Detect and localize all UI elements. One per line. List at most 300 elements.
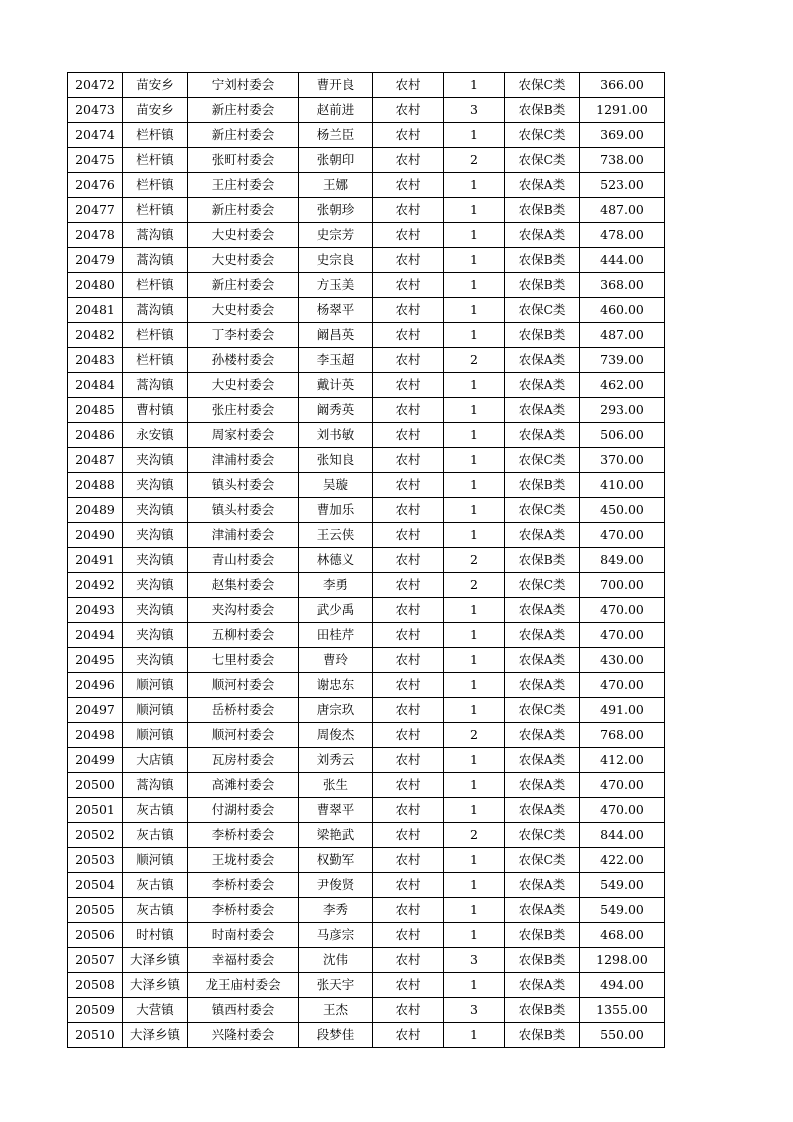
amount-cell: 412.00 [580, 748, 665, 773]
table-row [68, 398, 665, 423]
household-count-cell: 1 [444, 198, 505, 223]
records-table-body [68, 73, 665, 1048]
amount-cell: 487.00 [580, 323, 665, 348]
record-id-cell: 20491 [68, 548, 123, 573]
table-row [68, 798, 665, 823]
name-cell: 尹俊贤 [299, 873, 373, 898]
household-count-cell: 3 [444, 948, 505, 973]
household-count-cell: 1 [444, 798, 505, 823]
insurance-category-cell: 农保A类 [505, 173, 580, 198]
record-id-cell: 20478 [68, 223, 123, 248]
town-cell: 大泽乡镇 [123, 973, 188, 998]
household-count-cell: 2 [444, 548, 505, 573]
area-type-cell: 农村 [373, 73, 444, 98]
household-count-cell: 1 [444, 923, 505, 948]
village-committee-cell: 新庄村委会 [188, 123, 299, 148]
village-committee-cell: 大史村委会 [188, 298, 299, 323]
table-row [68, 698, 665, 723]
area-type-cell: 农村 [373, 973, 444, 998]
area-type-cell: 农村 [373, 548, 444, 573]
table-row [68, 998, 665, 1023]
insurance-category-cell: 农保A类 [505, 623, 580, 648]
town-cell: 栏杆镇 [123, 148, 188, 173]
area-type-cell: 农村 [373, 698, 444, 723]
town-cell: 顺河镇 [123, 723, 188, 748]
village-committee-cell: 幸福村委会 [188, 948, 299, 973]
table-row [68, 548, 665, 573]
name-cell: 王云侠 [299, 523, 373, 548]
area-type-cell: 农村 [373, 123, 444, 148]
amount-cell: 1355.00 [580, 998, 665, 1023]
name-cell: 段梦佳 [299, 1023, 373, 1048]
record-id-cell: 20493 [68, 598, 123, 623]
town-cell: 蒿沟镇 [123, 298, 188, 323]
village-committee-cell: 李桥村委会 [188, 898, 299, 923]
amount-cell: 470.00 [580, 798, 665, 823]
record-id-cell: 20494 [68, 623, 123, 648]
village-committee-cell: 五柳村委会 [188, 623, 299, 648]
record-id-cell: 20484 [68, 373, 123, 398]
area-type-cell: 农村 [373, 298, 444, 323]
village-committee-cell: 新庄村委会 [188, 273, 299, 298]
insurance-category-cell: 农保B类 [505, 198, 580, 223]
area-type-cell: 农村 [373, 523, 444, 548]
record-id-cell: 20485 [68, 398, 123, 423]
area-type-cell: 农村 [373, 948, 444, 973]
table-row [68, 523, 665, 548]
name-cell: 史宗芳 [299, 223, 373, 248]
area-type-cell: 农村 [373, 448, 444, 473]
amount-cell: 470.00 [580, 523, 665, 548]
name-cell: 戴计英 [299, 373, 373, 398]
name-cell: 张天宇 [299, 973, 373, 998]
table-row [68, 873, 665, 898]
area-type-cell: 农村 [373, 723, 444, 748]
town-cell: 夹沟镇 [123, 498, 188, 523]
area-type-cell: 农村 [373, 573, 444, 598]
name-cell: 王娜 [299, 173, 373, 198]
town-cell: 灰古镇 [123, 798, 188, 823]
household-count-cell: 2 [444, 823, 505, 848]
insurance-category-cell: 农保A类 [505, 373, 580, 398]
insurance-category-cell: 农保A类 [505, 798, 580, 823]
village-committee-cell: 张町村委会 [188, 148, 299, 173]
household-count-cell: 1 [444, 248, 505, 273]
village-committee-cell: 津浦村委会 [188, 448, 299, 473]
table-row [68, 923, 665, 948]
area-type-cell: 农村 [373, 773, 444, 798]
town-cell: 夹沟镇 [123, 548, 188, 573]
table-row [68, 123, 665, 148]
record-id-cell: 20477 [68, 198, 123, 223]
town-cell: 栏杆镇 [123, 348, 188, 373]
household-count-cell: 1 [444, 123, 505, 148]
name-cell: 田桂芹 [299, 623, 373, 648]
town-cell: 夹沟镇 [123, 598, 188, 623]
household-count-cell: 2 [444, 148, 505, 173]
table-row [68, 323, 665, 348]
name-cell: 阚昌英 [299, 323, 373, 348]
insurance-category-cell: 农保A类 [505, 648, 580, 673]
insurance-category-cell: 农保A类 [505, 898, 580, 923]
amount-cell: 700.00 [580, 573, 665, 598]
town-cell: 夹沟镇 [123, 623, 188, 648]
table-row [68, 273, 665, 298]
household-count-cell: 1 [444, 273, 505, 298]
household-count-cell: 1 [444, 773, 505, 798]
household-count-cell: 1 [444, 373, 505, 398]
amount-cell: 366.00 [580, 73, 665, 98]
town-cell: 灰古镇 [123, 873, 188, 898]
area-type-cell: 农村 [373, 898, 444, 923]
insurance-category-cell: 农保A类 [505, 398, 580, 423]
area-type-cell: 农村 [373, 623, 444, 648]
household-count-cell: 1 [444, 748, 505, 773]
village-committee-cell: 张庄村委会 [188, 398, 299, 423]
town-cell: 曹村镇 [123, 398, 188, 423]
household-count-cell: 1 [444, 473, 505, 498]
village-committee-cell: 李桥村委会 [188, 823, 299, 848]
household-count-cell: 2 [444, 723, 505, 748]
area-type-cell: 农村 [373, 348, 444, 373]
village-committee-cell: 顺河村委会 [188, 673, 299, 698]
table-row [68, 98, 665, 123]
record-id-cell: 20496 [68, 673, 123, 698]
name-cell: 曹开良 [299, 73, 373, 98]
record-id-cell: 20501 [68, 798, 123, 823]
village-committee-cell: 新庄村委会 [188, 198, 299, 223]
amount-cell: 491.00 [580, 698, 665, 723]
amount-cell: 462.00 [580, 373, 665, 398]
table-row [68, 223, 665, 248]
village-committee-cell: 津浦村委会 [188, 523, 299, 548]
village-committee-cell: 七里村委会 [188, 648, 299, 673]
name-cell: 史宗良 [299, 248, 373, 273]
insurance-category-cell: 农保B类 [505, 948, 580, 973]
record-id-cell: 20488 [68, 473, 123, 498]
record-id-cell: 20497 [68, 698, 123, 723]
record-id-cell: 20476 [68, 173, 123, 198]
household-count-cell: 1 [444, 648, 505, 673]
amount-cell: 450.00 [580, 498, 665, 523]
insurance-category-cell: 农保C类 [505, 448, 580, 473]
village-committee-cell: 兴隆村委会 [188, 1023, 299, 1048]
name-cell: 沈伟 [299, 948, 373, 973]
household-count-cell: 1 [444, 598, 505, 623]
household-count-cell: 2 [444, 348, 505, 373]
village-committee-cell: 青山村委会 [188, 548, 299, 573]
amount-cell: 460.00 [580, 298, 665, 323]
amount-cell: 506.00 [580, 423, 665, 448]
area-type-cell: 农村 [373, 373, 444, 398]
household-count-cell: 1 [444, 423, 505, 448]
town-cell: 蒿沟镇 [123, 773, 188, 798]
town-cell: 蒿沟镇 [123, 373, 188, 398]
area-type-cell: 农村 [373, 423, 444, 448]
town-cell: 栏杆镇 [123, 198, 188, 223]
name-cell: 马彦宗 [299, 923, 373, 948]
village-committee-cell: 宁刘村委会 [188, 73, 299, 98]
amount-cell: 468.00 [580, 923, 665, 948]
household-count-cell: 1 [444, 73, 505, 98]
table-row [68, 1023, 665, 1048]
town-cell: 大店镇 [123, 748, 188, 773]
insurance-category-cell: 农保C类 [505, 298, 580, 323]
area-type-cell: 农村 [373, 923, 444, 948]
name-cell: 李秀 [299, 898, 373, 923]
household-count-cell: 1 [444, 523, 505, 548]
village-committee-cell: 大史村委会 [188, 373, 299, 398]
amount-cell: 523.00 [580, 173, 665, 198]
amount-cell: 478.00 [580, 223, 665, 248]
town-cell: 大泽乡镇 [123, 948, 188, 973]
town-cell: 顺河镇 [123, 673, 188, 698]
name-cell: 阚秀英 [299, 398, 373, 423]
area-type-cell: 农村 [373, 1023, 444, 1048]
town-cell: 苗安乡 [123, 98, 188, 123]
insurance-category-cell: 农保A类 [505, 973, 580, 998]
amount-cell: 844.00 [580, 823, 665, 848]
table-row [68, 73, 665, 98]
area-type-cell: 农村 [373, 223, 444, 248]
amount-cell: 430.00 [580, 648, 665, 673]
name-cell: 刘秀云 [299, 748, 373, 773]
record-id-cell: 20498 [68, 723, 123, 748]
village-committee-cell: 赵集村委会 [188, 573, 299, 598]
name-cell: 张朝印 [299, 148, 373, 173]
area-type-cell: 农村 [373, 748, 444, 773]
town-cell: 顺河镇 [123, 848, 188, 873]
insurance-category-cell: 农保A类 [505, 723, 580, 748]
household-count-cell: 1 [444, 398, 505, 423]
record-id-cell: 20486 [68, 423, 123, 448]
name-cell: 周俊杰 [299, 723, 373, 748]
town-cell: 蒿沟镇 [123, 248, 188, 273]
household-count-cell: 1 [444, 448, 505, 473]
amount-cell: 487.00 [580, 198, 665, 223]
table-row [68, 773, 665, 798]
village-committee-cell: 镇头村委会 [188, 473, 299, 498]
name-cell: 李玉超 [299, 348, 373, 373]
town-cell: 苗安乡 [123, 73, 188, 98]
record-id-cell: 20472 [68, 73, 123, 98]
household-count-cell: 1 [444, 848, 505, 873]
insurance-category-cell: 农保B类 [505, 548, 580, 573]
amount-cell: 494.00 [580, 973, 665, 998]
record-id-cell: 20474 [68, 123, 123, 148]
table-row [68, 623, 665, 648]
record-id-cell: 20475 [68, 148, 123, 173]
insurance-category-cell: 农保C类 [505, 498, 580, 523]
household-count-cell: 1 [444, 223, 505, 248]
household-count-cell: 1 [444, 898, 505, 923]
village-committee-cell: 新庄村委会 [188, 98, 299, 123]
record-id-cell: 20503 [68, 848, 123, 873]
amount-cell: 470.00 [580, 673, 665, 698]
record-id-cell: 20502 [68, 823, 123, 848]
insurance-category-cell: 农保B类 [505, 248, 580, 273]
amount-cell: 1291.00 [580, 98, 665, 123]
record-id-cell: 20500 [68, 773, 123, 798]
record-id-cell: 20510 [68, 1023, 123, 1048]
insurance-category-cell: 农保C类 [505, 573, 580, 598]
table-row [68, 423, 665, 448]
town-cell: 夹沟镇 [123, 573, 188, 598]
insurance-category-cell: 农保A类 [505, 348, 580, 373]
record-id-cell: 20483 [68, 348, 123, 373]
amount-cell: 549.00 [580, 873, 665, 898]
name-cell: 刘书敏 [299, 423, 373, 448]
record-id-cell: 20506 [68, 923, 123, 948]
name-cell: 吴璇 [299, 473, 373, 498]
amount-cell: 470.00 [580, 598, 665, 623]
household-count-cell: 1 [444, 1023, 505, 1048]
village-committee-cell: 丁李村委会 [188, 323, 299, 348]
area-type-cell: 农村 [373, 998, 444, 1023]
village-committee-cell: 大史村委会 [188, 248, 299, 273]
record-id-cell: 20490 [68, 523, 123, 548]
insurance-category-cell: 农保B类 [505, 1023, 580, 1048]
name-cell: 武少禹 [299, 598, 373, 623]
insurance-category-cell: 农保A类 [505, 223, 580, 248]
table-row [68, 198, 665, 223]
household-count-cell: 1 [444, 623, 505, 648]
area-type-cell: 农村 [373, 473, 444, 498]
town-cell: 大营镇 [123, 998, 188, 1023]
table-row [68, 573, 665, 598]
area-type-cell: 农村 [373, 498, 444, 523]
name-cell: 张生 [299, 773, 373, 798]
amount-cell: 1298.00 [580, 948, 665, 973]
village-committee-cell: 高滩村委会 [188, 773, 299, 798]
record-id-cell: 20482 [68, 323, 123, 348]
area-type-cell: 农村 [373, 823, 444, 848]
insurance-category-cell: 农保C类 [505, 823, 580, 848]
household-count-cell: 1 [444, 323, 505, 348]
area-type-cell: 农村 [373, 873, 444, 898]
town-cell: 栏杆镇 [123, 323, 188, 348]
area-type-cell: 农村 [373, 598, 444, 623]
insurance-category-cell: 农保A类 [505, 673, 580, 698]
amount-cell: 768.00 [580, 723, 665, 748]
insurance-category-cell: 农保B类 [505, 323, 580, 348]
household-count-cell: 2 [444, 573, 505, 598]
town-cell: 夹沟镇 [123, 448, 188, 473]
amount-cell: 550.00 [580, 1023, 665, 1048]
village-committee-cell: 夹沟村委会 [188, 598, 299, 623]
household-count-cell: 1 [444, 673, 505, 698]
name-cell: 梁艳武 [299, 823, 373, 848]
village-committee-cell: 岳桥村委会 [188, 698, 299, 723]
insurance-category-cell: 农保B类 [505, 98, 580, 123]
amount-cell: 410.00 [580, 473, 665, 498]
amount-cell: 738.00 [580, 148, 665, 173]
area-type-cell: 农村 [373, 98, 444, 123]
name-cell: 曹翠平 [299, 798, 373, 823]
insurance-category-cell: 农保A类 [505, 423, 580, 448]
insurance-category-cell: 农保B类 [505, 998, 580, 1023]
village-committee-cell: 顺河村委会 [188, 723, 299, 748]
village-committee-cell: 孙楼村委会 [188, 348, 299, 373]
amount-cell: 470.00 [580, 623, 665, 648]
area-type-cell: 农村 [373, 173, 444, 198]
household-count-cell: 1 [444, 298, 505, 323]
village-committee-cell: 李桥村委会 [188, 873, 299, 898]
table-row [68, 823, 665, 848]
household-count-cell: 3 [444, 998, 505, 1023]
table-row [68, 473, 665, 498]
town-cell: 灰古镇 [123, 898, 188, 923]
town-cell: 顺河镇 [123, 698, 188, 723]
town-cell: 灰古镇 [123, 823, 188, 848]
insurance-category-cell: 农保C类 [505, 148, 580, 173]
table-row [68, 973, 665, 998]
table-row [68, 348, 665, 373]
record-id-cell: 20509 [68, 998, 123, 1023]
amount-cell: 370.00 [580, 448, 665, 473]
record-id-cell: 20504 [68, 873, 123, 898]
town-cell: 大泽乡镇 [123, 1023, 188, 1048]
area-type-cell: 农村 [373, 798, 444, 823]
name-cell: 权勤军 [299, 848, 373, 873]
record-id-cell: 20508 [68, 973, 123, 998]
table-row [68, 448, 665, 473]
town-cell: 时村镇 [123, 923, 188, 948]
name-cell: 杨翠平 [299, 298, 373, 323]
table-row [68, 373, 665, 398]
table-row [68, 848, 665, 873]
amount-cell: 369.00 [580, 123, 665, 148]
table-row [68, 248, 665, 273]
insurance-category-cell: 农保C类 [505, 123, 580, 148]
village-committee-cell: 大史村委会 [188, 223, 299, 248]
name-cell: 曹玲 [299, 648, 373, 673]
village-committee-cell: 镇头村委会 [188, 498, 299, 523]
record-id-cell: 20480 [68, 273, 123, 298]
insurance-category-cell: 农保C类 [505, 73, 580, 98]
town-cell: 栏杆镇 [123, 173, 188, 198]
village-committee-cell: 付湖村委会 [188, 798, 299, 823]
record-id-cell: 20505 [68, 898, 123, 923]
name-cell: 曹加乐 [299, 498, 373, 523]
record-id-cell: 20489 [68, 498, 123, 523]
village-committee-cell: 王庄村委会 [188, 173, 299, 198]
name-cell: 方玉美 [299, 273, 373, 298]
insurance-category-cell: 农保A类 [505, 523, 580, 548]
village-committee-cell: 瓦房村委会 [188, 748, 299, 773]
household-count-cell: 1 [444, 698, 505, 723]
record-id-cell: 20492 [68, 573, 123, 598]
area-type-cell: 农村 [373, 648, 444, 673]
table-row [68, 498, 665, 523]
insurance-category-cell: 农保A类 [505, 873, 580, 898]
table-row [68, 948, 665, 973]
amount-cell: 849.00 [580, 548, 665, 573]
village-committee-cell: 镇西村委会 [188, 998, 299, 1023]
table-row [68, 598, 665, 623]
record-id-cell: 20499 [68, 748, 123, 773]
amount-cell: 549.00 [580, 898, 665, 923]
amount-cell: 444.00 [580, 248, 665, 273]
name-cell: 赵前进 [299, 98, 373, 123]
name-cell: 李勇 [299, 573, 373, 598]
record-id-cell: 20473 [68, 98, 123, 123]
area-type-cell: 农村 [373, 848, 444, 873]
area-type-cell: 农村 [373, 673, 444, 698]
insurance-category-cell: 农保C类 [505, 848, 580, 873]
table-row [68, 723, 665, 748]
amount-cell: 422.00 [580, 848, 665, 873]
